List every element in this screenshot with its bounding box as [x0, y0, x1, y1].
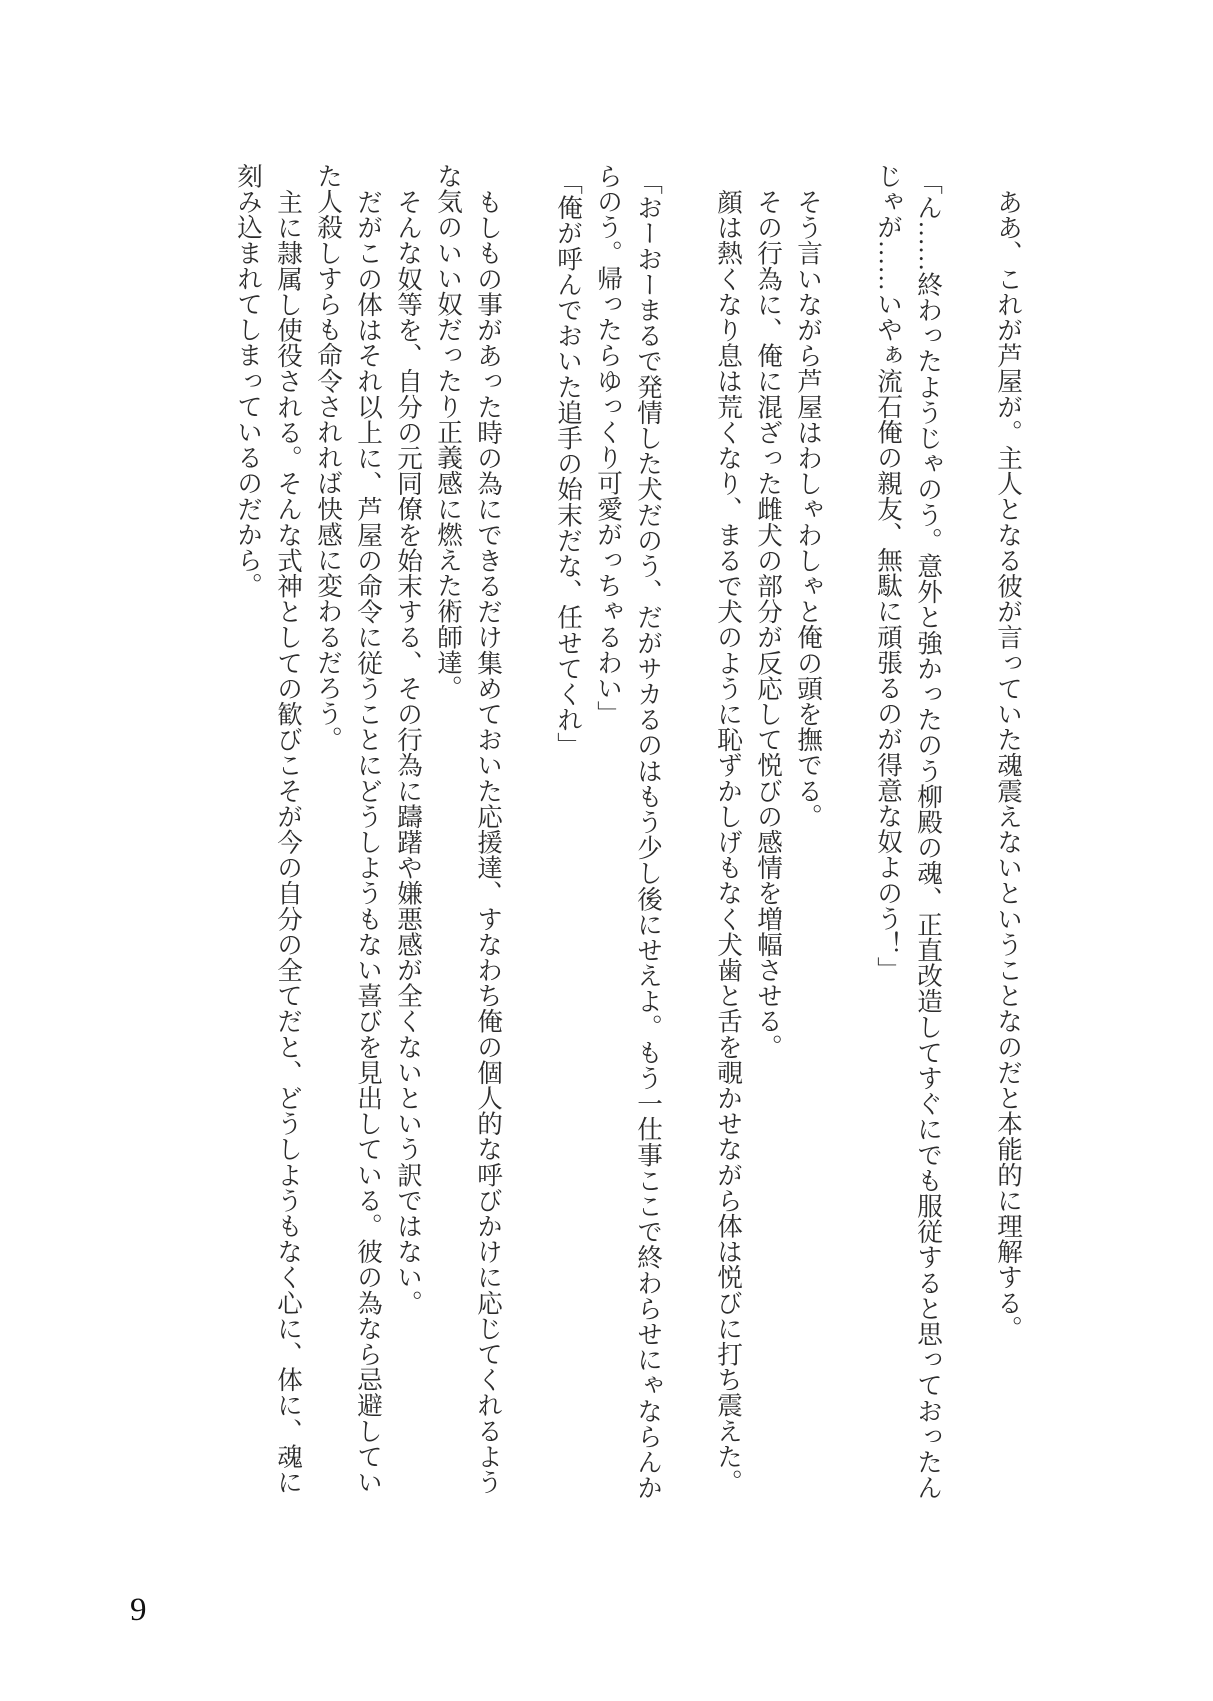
paragraph [428, 163, 508, 1503]
text-line: た人殺しすらも命令されれば快感に変わるだろう。 [314, 163, 343, 752]
text-line: 「ん……終わったようじゃのう。意外と強かったのう柳殿の魂、正直改造してすぐにでも服従すると思っておったん [914, 169, 943, 1501]
text-line: その行為に、俺に混ざった雌犬の部分が反応して悦びの感情を増幅させる。 [754, 188, 783, 1059]
body-text [228, 163, 1028, 1503]
paragraph [788, 163, 828, 1503]
text-line: 顔は熱くなり息は荒くなり、まるで犬のように恥ずかしげもなく犬歯と舌を覗かせながら体は悦びに打ち震えた。 [714, 188, 743, 1495]
text-line: そう言いながら芦屋はわしゃわしゃと俺の頭を撫でる。 [794, 188, 823, 829]
text-line: だがこの体はそれ以上に、芦屋の命令に従うことにどうしようもない喜びを見出している。彼の為なら忌避してい [354, 188, 383, 1495]
paragraph [708, 163, 748, 1503]
text-line: 「おーおーまるで発情した犬だのう、だがサカるのはもう少し後にせえよ。もう一仕事ここで終わらせにゃならんか [634, 169, 663, 1501]
text-line: もしもの事があった時の為にできるだけ集めておいた応援達、すなわち俺の個人的な呼びかけに応じてくれるよう [474, 188, 503, 1495]
paragraph [548, 163, 588, 1503]
paragraph [588, 163, 668, 1503]
text-line: 主に隷属し使役される。そんな式神としての歓びこそが今の自分の全てだと、どうしようもなく心に、体に、魂に [274, 188, 303, 1495]
page-number: 9 [130, 1592, 147, 1628]
paragraph [228, 163, 308, 1503]
text-line: ああ、これが芦屋が。主人となる彼が言っていた魂震えないということなのだと本能的に理解する。 [994, 188, 1023, 1341]
text-line: じゃが……いやぁ流石俺の親友、無駄に頑張るのが得意な奴よのう！」 [874, 163, 903, 983]
paragraph [748, 163, 788, 1503]
paragraph [988, 163, 1028, 1503]
text-line: 「俺が呼んでおいた追手の始末だな、任せてくれ」 [554, 169, 583, 758]
text-line: らのう。帰ったらゆっくり可愛がっちゃるわい」 [594, 163, 623, 727]
paragraph [868, 163, 948, 1503]
text-line: な気のいい奴だったり正義感に燃えた術師達。 [434, 163, 463, 701]
text-line: 刻み込まれてしまっているのだから。 [234, 163, 263, 599]
text-line: そんな奴等を、自分の元同僚を始末する、その行為に躊躇や嫌悪感が全くないという訳ではない。 [394, 188, 423, 1315]
paragraph [388, 163, 428, 1503]
paragraph [308, 163, 388, 1503]
